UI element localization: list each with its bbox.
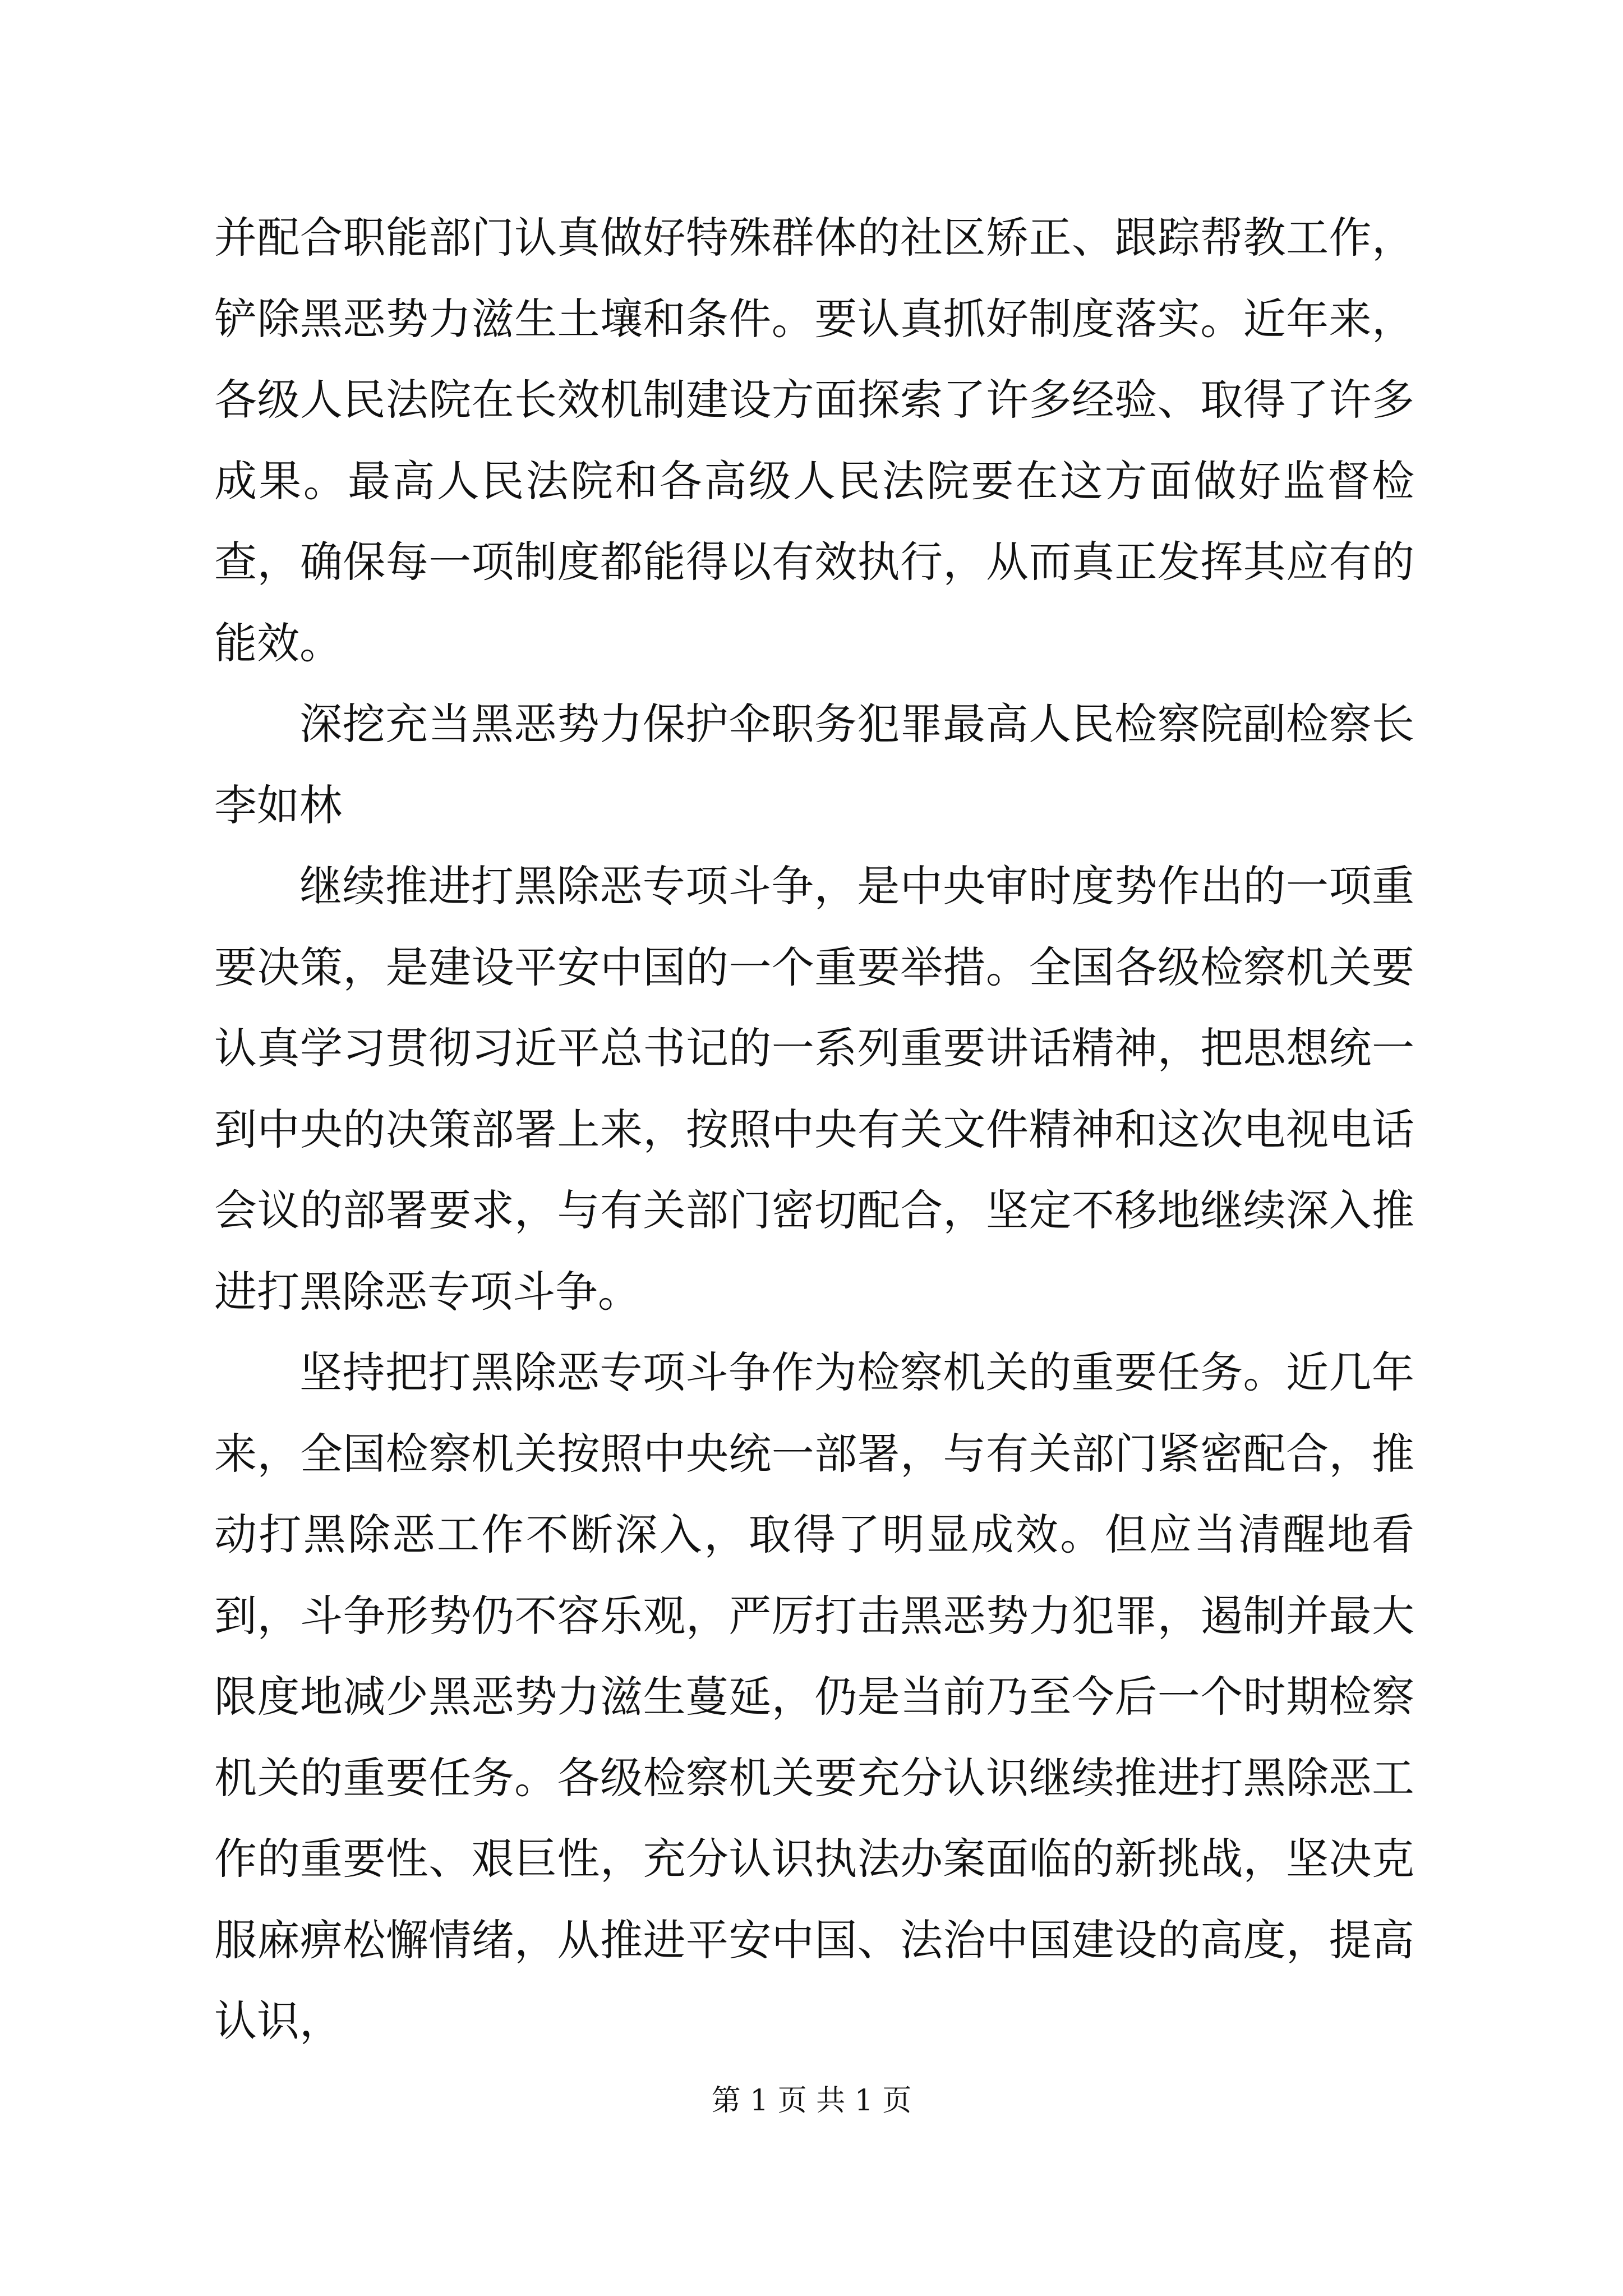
paragraph-continuation: 并配合职能部门认真做好特殊群体的社区矫正、跟踪帮教工作，铲除黑恶势力滋生土壤和条件。要认真抓好制度落实。近年来，各级人民法院在长效机制建设方面探索了许多经验、取得了许多成果。最高人民法院和各高级人民法院要在这方面做好监督检查，确保每一项制度都能得以有效执行，从而真正发挥其应有的能效。 bbox=[214, 213, 1414, 668]
page-number-footer: 第 1 页 共 1 页 bbox=[711, 2084, 912, 2118]
paragraph-body: 坚持把打黑除恶专项斗争作为检察机关的重要任务。近几年来，全国检察机关按照中央统一部署，与有关部门紧密配合，推动打黑除恶工作不断深入，取得了明显成效。但应当清醒地看到，斗争形势仍不容乐观，严厉打击黑恶势力犯罪，遏制并最大限度地减少黑恶势力滋生蔓延，仍是当前乃至今后一个时期检察机关的重要任务。各级检察机关要充分认识继续推进打黑除恶工作的重要性、艰巨性，充分认识执法办案面临的新挑战，坚决克服麻痹松懈情绪，从推进平安中国、法治中国建设的高度，提高认识， bbox=[214, 1347, 1414, 2046]
paragraph-heading: 深挖充当黑恶势力保护伞职务犯罪最高人民检察院副检察长李如林 bbox=[214, 699, 1414, 830]
document-body bbox=[214, 197, 1414, 2062]
paragraph-body: 继续推进打黑除恶专项斗争，是中央审时度势作出的一项重要决策，是建设平安中国的一个重要举措。全国各级检察机关要认真学习贯彻习近平总书记的一系列重要讲话精神，把思想统一到中央的决策部署上来，按照中央有关文件精神和这次电视电话会议的部署要求，与有关部门密切配合，坚定不移地继续深入推进打黑除恶专项斗争。 bbox=[214, 861, 1414, 1317]
